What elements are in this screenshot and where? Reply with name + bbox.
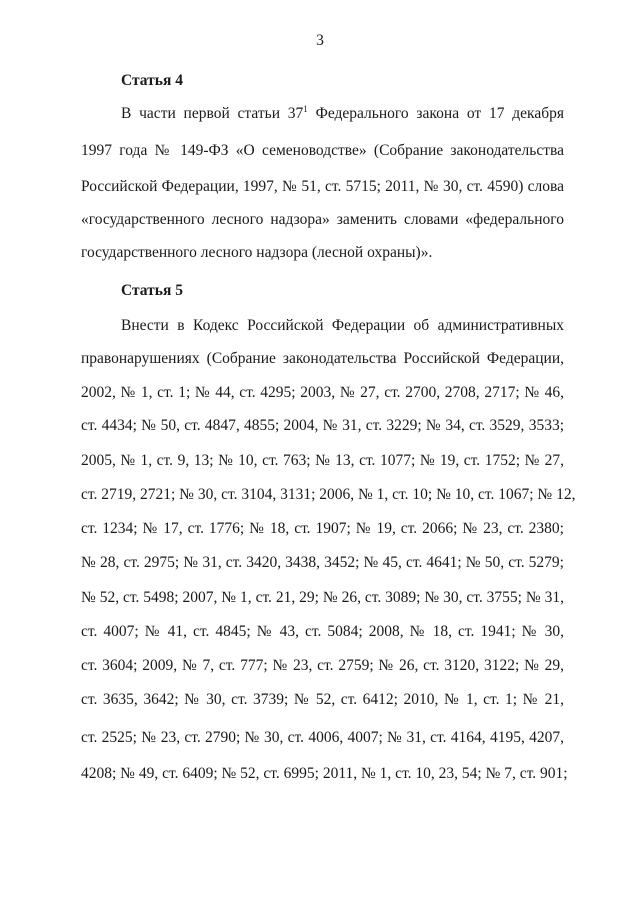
article-5-line-3: 2002, № 1, ст. 1; № 44, ст. 4295; 2003, № 27, ст. 2700, 2708, 2717; № 46, — [81, 384, 564, 401]
superscript: 1 — [303, 104, 308, 114]
article-5-line-9: № 52, ст. 5498; 2007, № 1, ст. 21, 29; № 26, ст. 3089; № 30, ст. 3755; № 31, — [81, 589, 564, 606]
article-4-line-5: государственного лесного надзора (лесной охраны)». — [81, 244, 433, 261]
article-4-line-1 — [121, 104, 564, 124]
article-4-line-2: 1997 года № 149-ФЗ «О семеноводстве» (Собрание законодательства — [81, 142, 564, 159]
article-4-line-1-text: В части первой статьи 37 — [121, 105, 304, 122]
article-4-line-1-rest: Федерального закона от 17 декабря — [307, 105, 564, 122]
article-5-line-2: правонарушениях (Собрание законодательства Российской Федерации, — [81, 350, 564, 367]
article-5-line-1: Внести в Кодекс Российской Федерации об административных — [121, 317, 564, 334]
article-5-line-10: ст. 4007; № 41, ст. 4845; № 43, ст. 5084; 2008, № 18, ст. 1941; № 30, — [81, 623, 564, 640]
article-5-line-6: ст. 2719, 2721; № 30, ст. 3104, 3131; 2006, № 1, ст. 10; № 10, ст. 1067; № 12, — [81, 486, 576, 503]
article-5-line-14: 4208; № 49, ст. 6409; № 52, ст. 6995; 2011, № 1, ст. 10, 23, 54; № 7, ст. 901; — [81, 765, 568, 782]
article-5-line-12: ст. 3635, 3642; № 30, ст. 3739; № 52, ст. 6412; 2010, № 1, ст. 1; № 21, — [81, 691, 564, 708]
article-5-line-4: ст. 4434; № 50, ст. 4847, 4855; 2004, № 31, ст. 3229; № 34, ст. 3529, 3533; — [81, 417, 564, 434]
article-4-line-4: «государственного лесного надзора» заменить словами «федерального — [81, 211, 564, 228]
article-5-line-13: ст. 2525; № 23, ст. 2790; № 30, ст. 4006, 4007; № 31, ст. 4164, 4195, 4207, — [81, 729, 564, 746]
article-5-line-8: № 28, ст. 2975; № 31, ст. 3420, 3438, 3452; № 45, ст. 4641; № 50, ст. 5279; — [81, 554, 564, 571]
article-5-heading: Статья 5 — [121, 282, 183, 299]
page-number: 3 — [316, 32, 324, 49]
article-4-heading: Статья 4 — [121, 72, 183, 89]
article-4-line-3: Российской Федерации, 1997, № 51, ст. 5715; 2011, № 30, ст. 4590) слова — [81, 178, 564, 195]
article-5-line-7: ст. 1234; № 17, ст. 1776; № 18, ст. 1907; № 19, ст. 2066; № 23, ст. 2380; — [81, 520, 564, 537]
article-5-line-11: ст. 3604; 2009, № 7, ст. 777; № 23, ст. 2759; № 26, ст. 3120, 3122; № 29, — [81, 657, 564, 674]
article-5-line-5: 2005, № 1, ст. 9, 13; № 10, ст. 763; № 13, ст. 1077; № 19, ст. 1752; № 27, — [81, 452, 564, 469]
